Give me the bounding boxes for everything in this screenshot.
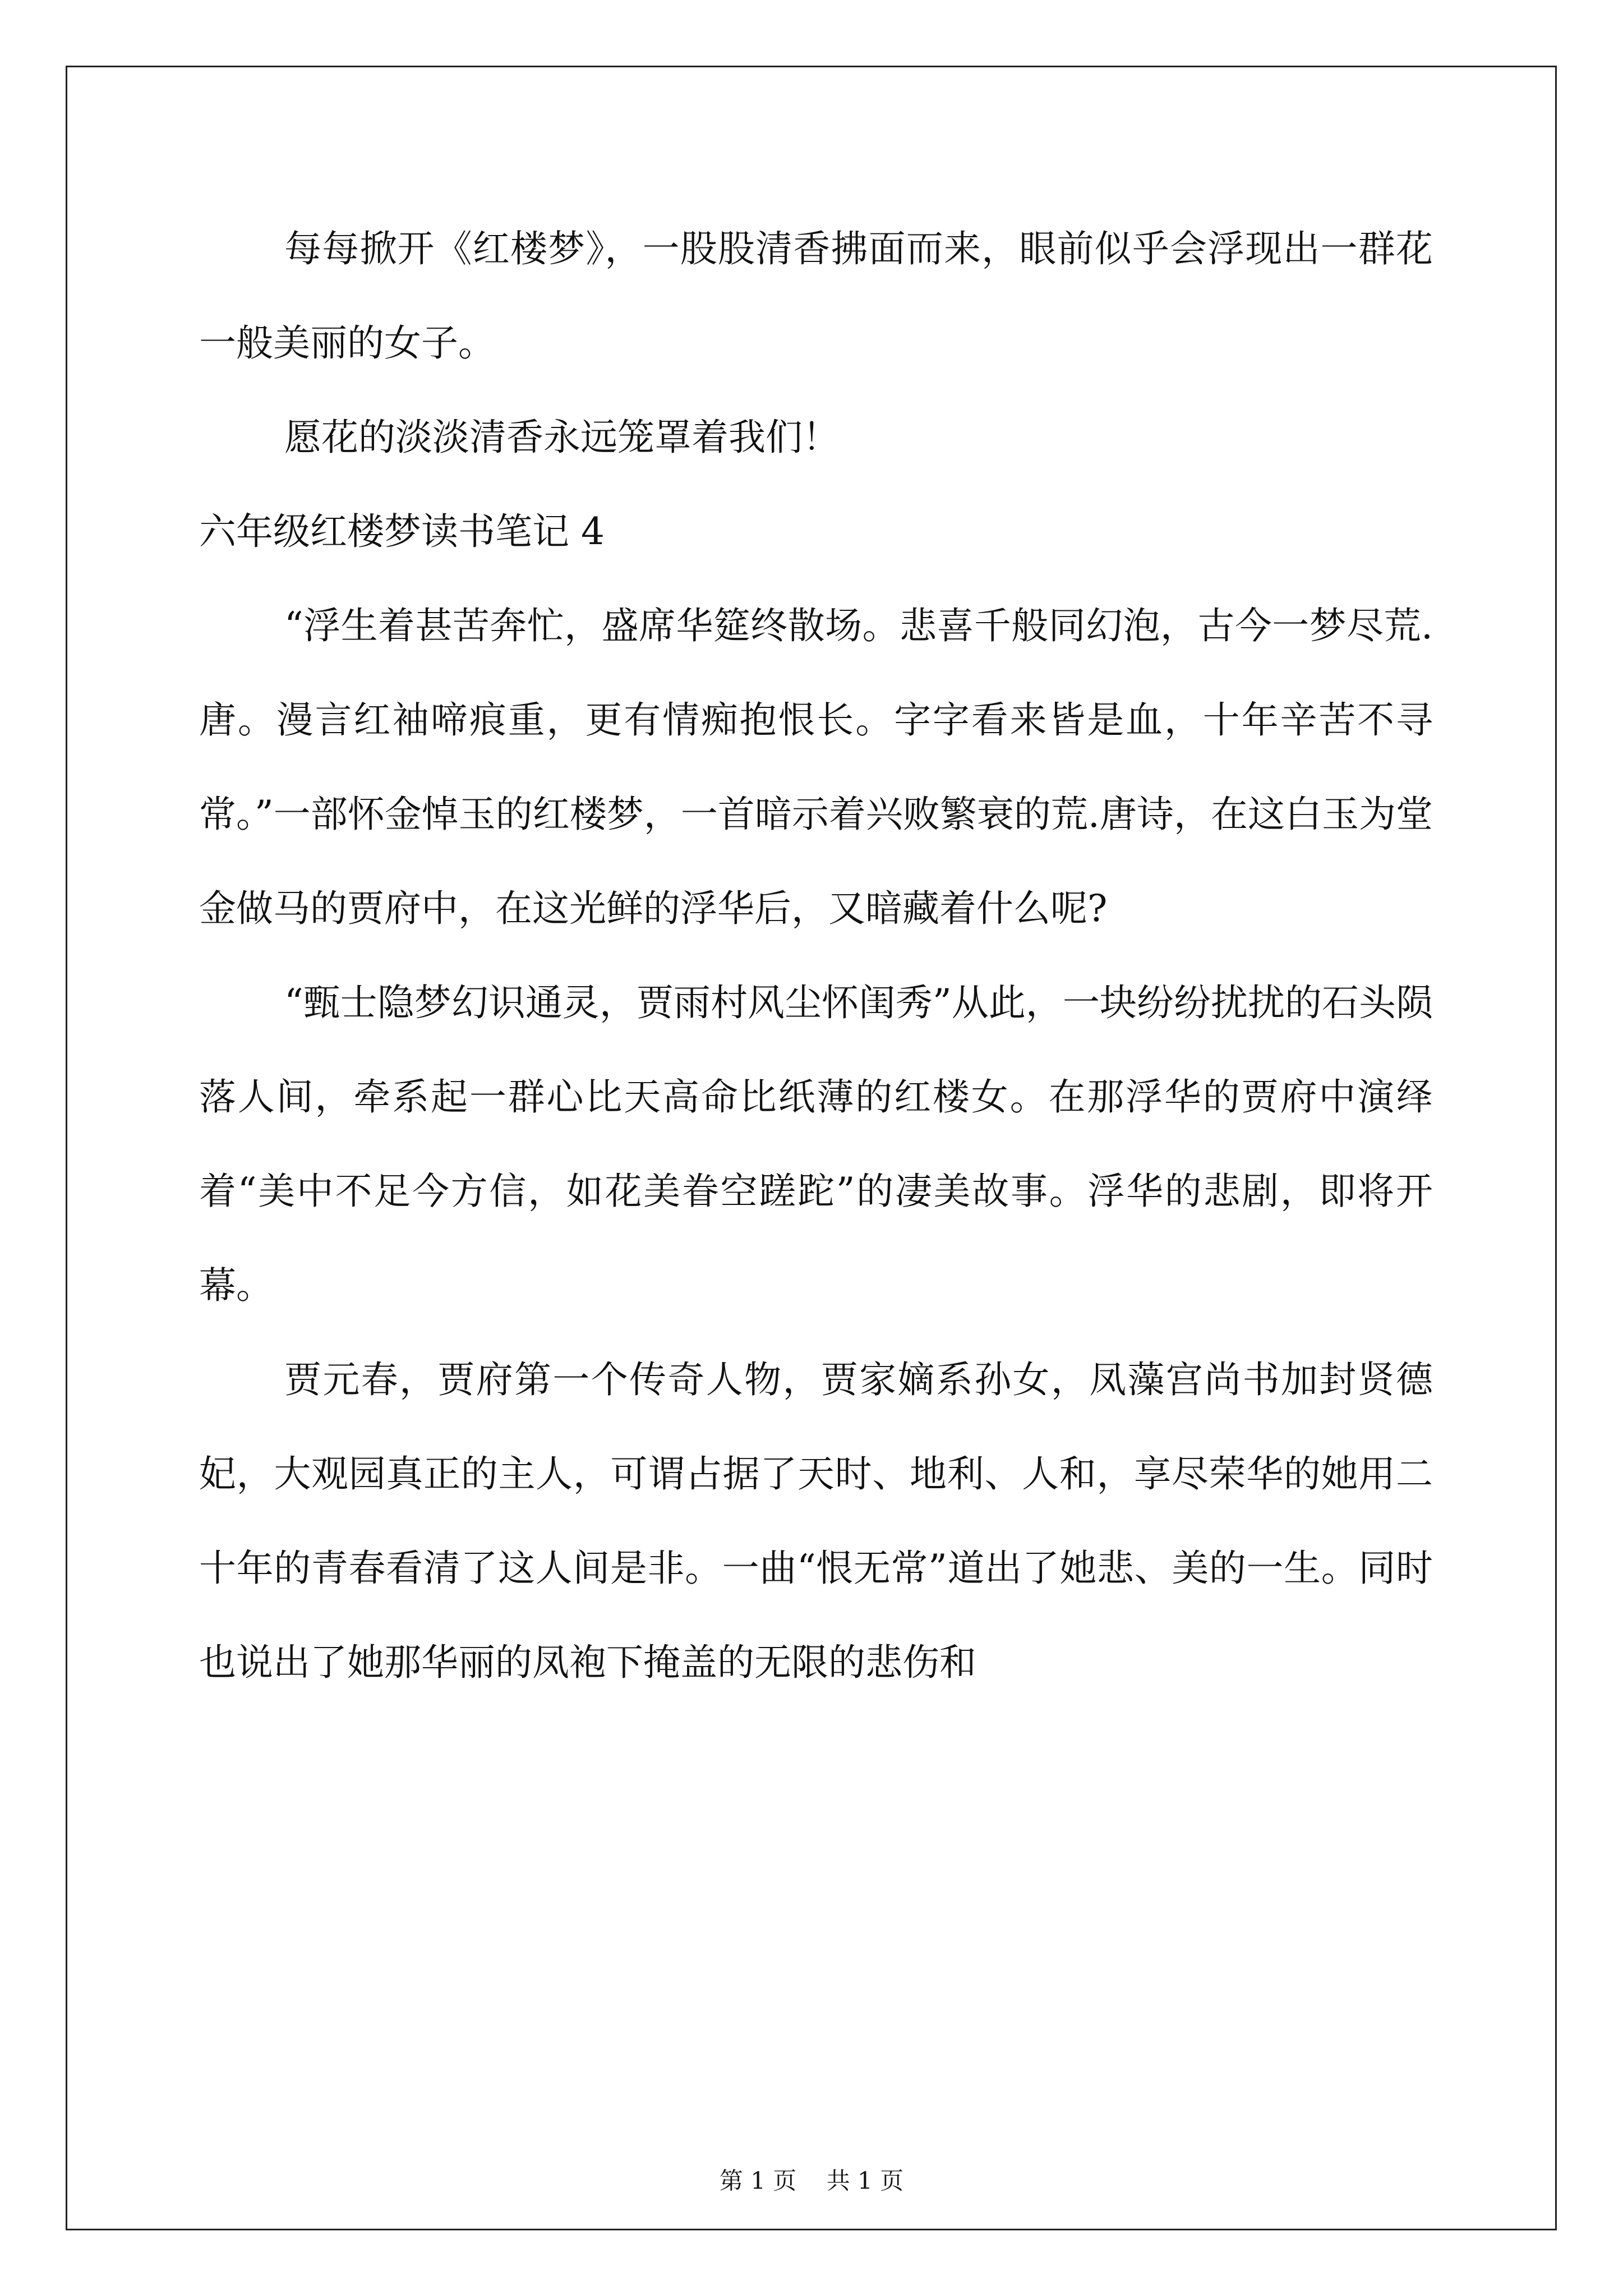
paragraph-3: “浮生着甚苦奔忙，盛席华筵终散场。悲喜千般同幻泡，古今一梦尽荒.唐。漫言红袖啼痕重，更有情痴抱恨长。字字看来皆是血，十年辛苦不寻常。”一部怀金悼玉的红楼梦，一首暗示着兴败繁衰的荒.唐诗，在这白玉为堂金做马的贾府中，在这光鲜的浮华后，又暗藏着什么呢? <box>199 604 1433 930</box>
document-body <box>199 202 1433 1710</box>
page-footer: 第 1 页 共 1 页 <box>719 2167 904 2194</box>
section-heading: 六年级红楼梦读书笔记 4 <box>199 510 605 553</box>
paragraph-2: 愿花的淡淡清香永远笼罩着我们！ <box>284 416 840 459</box>
paragraph-1: 每每掀开《红楼梦》，一股股清香拂面而来，眼前似乎会浮现出一群花一般美丽的女子。 <box>199 227 1433 365</box>
paragraph-4: “甄士隐梦幻识通灵，贾雨村风尘怀闺秀”从此，一块纷纷扰扰的石头陨落人间，牵系起一群心比天高命比纸薄的红楼女。在那浮华的贾府中演绎着“美中不足今方信，如花美眷空蹉跎”的凄美故事。浮华的悲剧，即将开幕。 <box>199 981 1433 1307</box>
paragraph-5: 贾元春，贾府第一个传奇人物，贾家嫡系孙女，凤藻宫尚书加封贤德妃，大观园真正的主人，可谓占据了天时、地利、人和，享尽荣华的她用二十年的青春看清了这人间是非。一曲“恨无常”道出了她悲、美的一生。同时也说出了她那华丽的凤袍下掩盖的无限的悲伤和 <box>199 1358 1433 1684</box>
